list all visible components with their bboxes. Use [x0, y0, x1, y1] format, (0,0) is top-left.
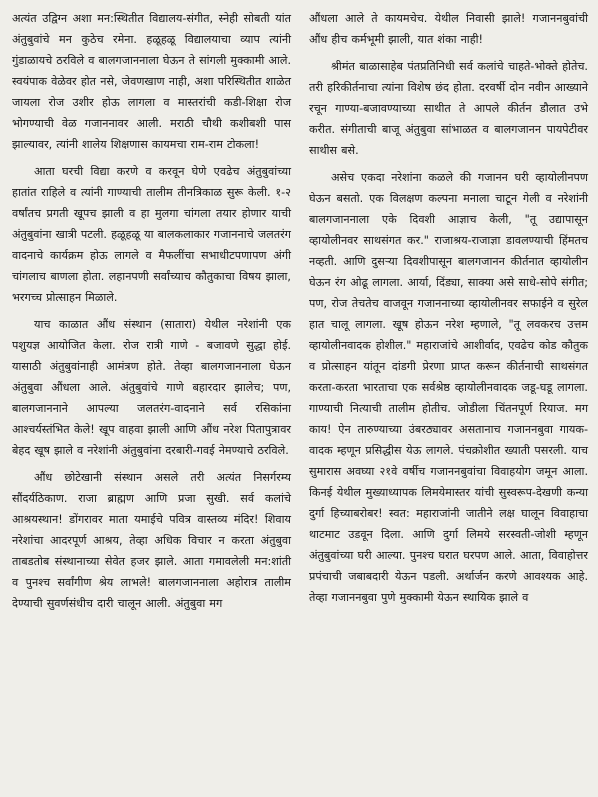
- paragraph: औंधला आले ते कायमचेच. येथील निवासी झाले! गजाननबुवांची औंध हीच कर्मभूमी झाली, यात शंका नाही!: [309, 12, 588, 46]
- left-column: [12, 8, 293, 791]
- paragraph: अत्यंत उद्विग्न अशा मन:स्थितीत विद्यालय-संगीत, स्नेही सोबती यांत अंतुबुवांचे मन कुठेच रमेना. हळूहळू विद्यालयाचा व्याप त्यांनी गुंडाळायचे ठरविले व बालगजाननाला घेऊन ते सांगली मुक्कामी आले. स्वयंपाक वेळेवर होत नसे, जेवणखाण नाही, अशा परिस्थितीत शाळेत जायला रोज उशीर होऊ लागला व मास्तरांची कडी-शिक्षा रोज भोगण्याची वेळ गजाननावर आली. मराठी चौथी कशीबशी पास झाल्यावर, त्यांनी शालेय शिक्षणास कायमचा राम-राम टोकला!: [12, 12, 291, 151]
- paragraph: याच काळात औंध संस्थान (सातारा) येथील नरेशांनी एक पशुयज्ञ आयोजित केला. रोज रात्री गाणे - बजावणे सुद्धा होई. यासाठी अंतुबुवांनाही आमंत्रण होते. तेव्हा बालगजाननाला घेऊन अंतुबुवा औंधला आले. अंतुबुवांचे गाणे बहारदार झालेच; पण, बालगजाननाने आपल्या जलतरंग-वादनाने सर्व रसिकांना आश्चर्यस्तंभित केले! खूप वाहवा झाली आणि औंध नरेश पितापुत्रावर बेहद खूष झाले व नरेशांनी अंतुबुवांना दरबारी-गवई नेमण्याचे ठरविले.: [12, 318, 291, 457]
- right-column: [307, 8, 588, 791]
- paragraph: असेच एकदा नरेशांना कळले की गजानन घरी व्हायोलीनपण घेऊन बसतो. एक विलक्षण कल्पना मनाला चाटून गेली व नरेशांनी बालगजाननाला एके दिवशी आज्ञाच केली, "तू उद्यापासून व्हायोलीनवर साथसंगत कर." राजाश्रय-राजाज्ञा डावलण्याची हिंमतच नव्हती. आणि दुसऱ्या दिवशीपासून बालगजानन कीर्तनात व्हायोलीन घेऊन रंग ओढू लागला. आर्या, दिंड्या, साक्या असे साधे-सोपे संगीत; पण, रोज तेचतेच वाजवून गजाननाच्या व्हायोलीनवर सफाईने व सुरेल हात चालू लागला. खूष होऊन नरेश म्हणाले, "तू लवकरच उत्तम व्हायोलीनवादक होशील." महाराजांचे आशीर्वाद, एवढेच कोड कौतुक व प्रोत्साहन यांतून दांडगी प्रेरणा प्राप्त करून कीर्तनाची साथसंगत करता-करता भारताचा एक सर्वश्रेष्ठ व्हायोलीनवादक जडू-घडू लागला. गाण्याची नित्याची तालीम होतीच. जोडीला चिंतनपूर्ण रियाज. मग काय! ऐन तारुण्याच्या उंबरठ्यावर असतानाच गजाननबुवा गायक-वादक म्हणून प्रसिद्धीस येऊ लागले. पंचक्रोशीत ख्याती पसरली. याच सुमारास अवघ्या २१वे वर्षीच गजाननबुवांचा विवाहयोग जमून आला. किनई येथील मुख्याध्यापक लिमयेमास्तर यांची सुस्वरूप-देखणी कन्या दुर्गा हिच्याबरोबर! स्वत: महाराजांनी जातीने लक्ष घालून विवाहाचा थाटमाट उडवून दिला. आणि दुर्गा लिमये सरस्वती-जोशी म्हणून अंतुबुवांच्या घरी आल्या. पुनश्च घरात घरपण आले. आता, विवाहोत्तर प्रपंचाची जबाबदारी येऊन पडली. अर्थार्जन करणे आवश्यक आहे. तेव्हा गजाननबुवा पुणे मुक्कामी येऊन स्थायिक झाले व: [309, 171, 588, 604]
- two-column-body: [12, 8, 588, 791]
- paragraph: श्रीमंत बाळासाहेब पंतप्रतिनिधी सर्व कलांचे चाहते-भोक्ते होतेच. तरी हरिकीर्तनाचा त्यांना विशेष छंद होता. दरवर्षी दोन नवीन आख्याने रचून गाण्या-बजावण्याच्या साथीत ते आपले कीर्तन डौलात उभे करीत. संगीताची बाजू अंतुबुवा सांभाळत व बालगजानन पायपेटीवर साथीस बसे.: [309, 60, 588, 157]
- paragraph: औंध छोटेखानी संस्थान असले तरी अत्यंत निसर्गरम्य सौंदर्यठिकाण. राजा ब्राह्मण आणि प्रजा सुखी. सर्व कलांचे आश्रयस्थान! डोंगरावर माता यमाईचे पवित्र वास्तव्य मंदिर! शिवाय नरेशांचा आदरपूर्ण आश्रय, तेव्हा अधिक विचार न करता अंतुबुवा ताबडतोब संस्थानाच्या सेवेत हजर झाले. आता गमावलेली मन:शांती व पुनश्च सर्वांगीण श्रेय लाभले! बालगजाननाला अहोरात्र तालीम देण्याची सुवर्णसंधीच दारी चालून आली. अंतुबुवा मग: [12, 471, 291, 610]
- paragraph: आता घरची विद्या करणे व करवून घेणे एवढेच अंतुबुवांच्या हातांत राहिले व त्यांनी गाण्याची तालीम तीनत्रिकाळ सुरू केली. १-२ वर्षांतच प्रगती खूपच झाली व हा मुलगा चांगला तयार होणार याची अंतुबुवांना खात्री पटली. हळूहळू या बालकलाकार गजाननाचे जलतरंग वादनाचे कार्यक्रम होऊ लागले व मैफलींचा सभाधीटपणापण अंगी चांगलाच बाणला होता. लहानपणी सर्वांच्याच कौतुकाचा विषय झाला, भरगच्च प्रोत्साहन मिळाले.: [12, 165, 291, 304]
